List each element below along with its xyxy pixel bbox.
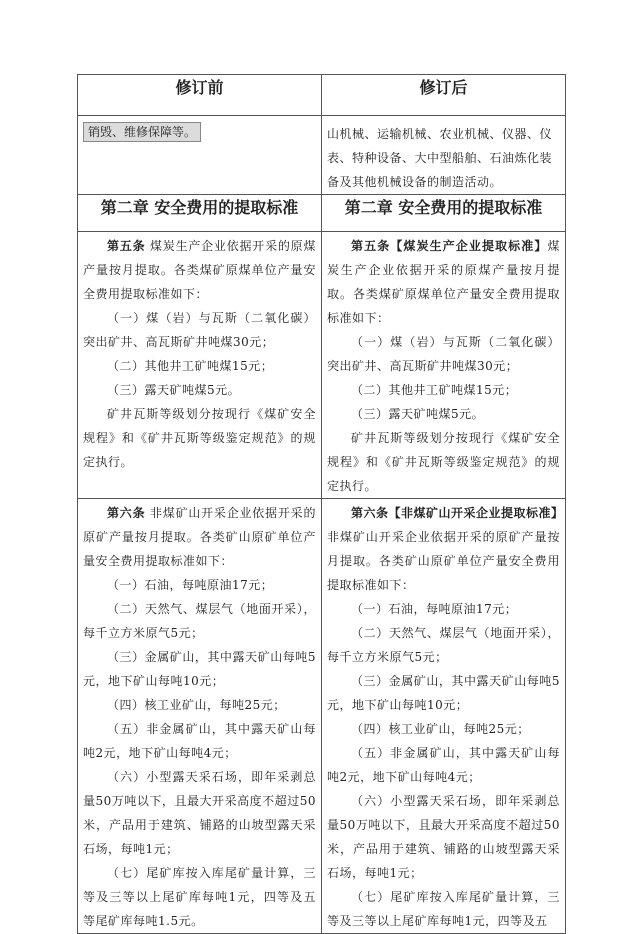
article5-before-item: （二）其他井工矿吨煤15元； [107,359,274,373]
article6-before-intro [83,501,316,573]
carryover-row [78,116,566,195]
article5-before-item: （一）煤（岩）与瓦斯（二氧化碳）突出矿井、高瓦斯矿井吨煤30元； [83,311,316,349]
article6-before-item: （七）尾矿库按入库尾矿量计算，三等及三等以上尾矿库每吨1元，四等及五等尾矿库每吨1.5元。 [83,866,316,928]
article5-before-intro-text: 煤炭生产企业依据开采的原煤产量按月提取。各类煤矿原煤单位产量安全费用提取标准如下： [83,239,316,301]
carryover-after-text: 山机械、运输机械、农业机械、仪器、仪表、特种设备、大中型船舶、石油炼化装备及其他机械设备的制造活动。 [327,127,553,189]
article6-before-item: （二）天然气、煤层气（地面开采），每千立方米原气5元； [83,602,316,640]
article6-after-item: （五）非金属矿山，其中露天矿山每吨2元，地下矿山每吨4元； [327,746,560,784]
article6-after-item: （一）石油，每吨原油17元； [351,602,518,616]
article6-after-item: （三）金属矿山，其中露天矿山每吨5元，地下矿山每吨10元； [327,674,560,712]
carryover-after-cell [322,116,566,195]
article5-before-item: （三）露天矿吨煤5元。 [107,383,241,397]
chapter-after: 第二章 安全费用的提取标准 [322,195,566,232]
article6-after-item: （二）天然气、煤层气（地面开采），每千立方米原气5元； [327,626,560,664]
carryover-before-cell [78,116,322,195]
header-after: 修订后 [322,75,566,116]
article5-after-item: （一）煤（岩）与瓦斯（二氧化碳）突出矿井、高瓦斯矿井吨煤30元； [327,335,560,373]
article5-after-note: 矿井瓦斯等级划分按现行《煤矿安全规程》和《矿井瓦斯等级鉴定规范》的规定执行。 [327,431,560,493]
article5-after-cell [322,232,566,499]
article6-row [78,499,566,934]
article5-before-note: 矿井瓦斯等级划分按现行《煤矿安全规程》和《矿井瓦斯等级鉴定规范》的规定执行。 [83,407,316,469]
article5-after-intro-text: 煤炭生产企业依据开采的原煤产量按月提取。各类煤矿原煤单位产量安全费用提取标准如下： [327,239,560,325]
article6-before-item: （四）核工业矿山，每吨25元； [107,698,286,712]
article6-after-item: （四）核工业矿山，每吨25元； [351,722,530,736]
article6-before-item: （五）非金属矿山，其中露天矿山每吨2元，地下矿山每吨4元； [83,722,316,760]
article5-row [78,232,566,499]
article5-before-cell [78,232,322,499]
article6-before-item: （六）小型露天采石场，即年采剥总量50万吨以下，且最大开采高度不超过50米，产品用于建筑、铺路的山坡型露天采石场，每吨1元； [83,770,316,856]
revision-comparison-table [77,74,566,934]
chapter-row [78,195,566,232]
article6-after-lead: 第六条【非煤矿山开采企业提取标准】 [351,506,564,520]
article6-after-cell [322,499,566,934]
article6-after-intro [327,501,564,597]
article6-before-item: （一）石油，每吨原油17元； [107,578,274,592]
article5-before-intro [83,234,316,306]
article6-before-cell [78,499,322,934]
article5-after-item: （二）其他井工矿吨煤15元； [351,383,518,397]
article6-after-item: （七）尾矿库按入库尾矿量计算，三等及三等以上尾矿库每吨1元，四等及五 [327,890,560,928]
article5-after-lead: 第五条【煤炭生产企业提取标准】 [351,239,548,253]
article6-before-item: （三）金属矿山，其中露天矿山每吨5元，地下矿山每吨10元； [83,650,316,688]
chapter-before: 第二章 安全费用的提取标准 [78,195,322,232]
article6-after-intro-text: 非煤矿山开采企业依据开采的原矿产量按月提取。各类矿山原矿单位产量安全费用提取标准如下： [327,530,560,592]
article5-before-lead: 第五条 [107,239,146,253]
highlighted-text: 销毁、维修保障等。 [83,122,201,142]
header-before: 修订前 [78,75,322,116]
article6-before-intro-text: 非煤矿山开采企业依据开采的原矿产量按月提取。各类矿山原矿单位产量安全费用提取标准如下： [83,506,316,568]
article6-after-item: （六）小型露天采石场，即年采剥总量50万吨以下，且最大开采高度不超过50米，产品用于建筑、铺路的山坡型露天采石场，每吨1元； [327,794,560,880]
article6-before-lead: 第六条 [107,506,146,520]
table-header-row [78,75,566,116]
article5-after-intro [327,234,560,330]
article5-after-item: （三）露天矿吨煤5元。 [351,407,485,421]
